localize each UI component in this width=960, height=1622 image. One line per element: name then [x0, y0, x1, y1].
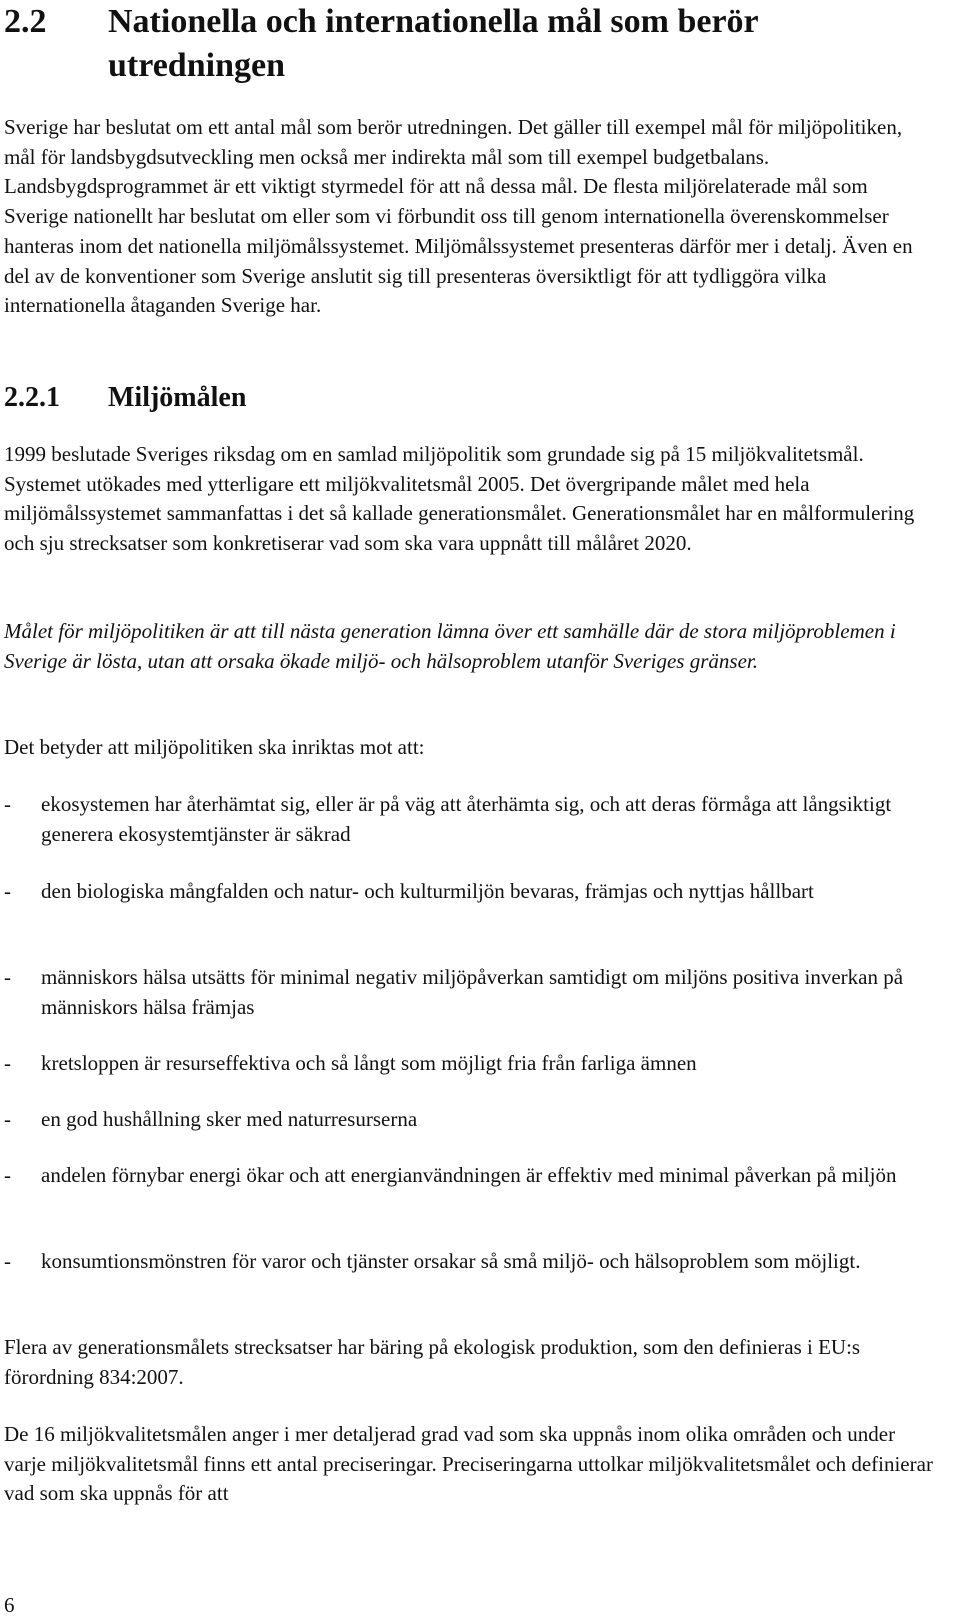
- list-item-text: andelen förnybar energi ökar och att energianvändningen är effektiv med minimal påverkan på miljön: [41, 1163, 897, 1187]
- miljomal-paragraph: 1999 beslutade Sveriges riksdag om en samlad miljöpolitik som grundade sig på 15 miljökvalitetsmål. Systemet utökades med ytterligare ett miljökvalitetsmål 2005. Det övergripande målet med hela miljömålssystemet sammanfattas i det så kallade generationsmålet. Generationsmålet har en målformulering och sju strecksatser som konkretiserar vad som ska vara uppnått till målåret 2020.: [4, 442, 915, 556]
- generation-goal-quote: Målet för miljöpolitiken är att till nästa generation lämna över ett samhälle där de stora miljöproblemen i Sverige är lösta, utan att orsaka ökade miljö- och hälsoproblem utanför Sveriges gränser.: [4, 619, 896, 673]
- list-item-text: en god hushållning sker med naturresurserna: [41, 1107, 418, 1131]
- eco-production-paragraph: Flera av generationsmålets strecksatser har bäring på ekologisk produktion, som den definieras i EU:s förordning 834:2007.: [4, 1335, 861, 1389]
- list-item: [4, 1105, 934, 1135]
- subsection-title: Miljömålen: [108, 382, 247, 413]
- section-number: 2.2: [4, 3, 47, 40]
- list-item: [4, 877, 934, 907]
- section-intro-paragraph: Sverige har beslutat om ett antal mål som berör utredningen. Det gäller till exempel mål för miljöpolitiken, mål för landsbygdsutveckling men också mer indirekta mål som till exempel budgetbalans. Landsbygdsprogrammet är ett viktigt styrmedel för att nå dessa mål. De flesta miljörelaterade mål som Sverige nationellt har beslutat om eller som vi förbundit oss till genom internationella överenskommelser hanteras inom det nationella miljömålssystemet. Miljömålssystemet presenteras därför mer i detalj. Även en del av de konventioner som Sverige anslutit sig till presenteras översiktligt för att tydliggöra vilka internationella åtaganden Sverige har.: [4, 115, 913, 318]
- list-dash: -: [4, 879, 11, 903]
- list-dash: -: [4, 1107, 11, 1131]
- list-item-text: den biologiska mångfalden och natur- och kulturmiljön bevaras, främjas och nyttjas hållbart: [41, 879, 814, 903]
- list-dash: -: [4, 1249, 11, 1273]
- subsection-number: 2.2.1: [4, 382, 60, 413]
- list-item: [4, 1161, 934, 1191]
- section-heading: [4, 0, 934, 88]
- list-item-text: ekosystemen har återhämtat sig, eller är på väg att återhämta sig, och att deras förmåga att långsiktigt generera ekosystemtjänster är säkrad: [41, 792, 892, 846]
- lead-in-paragraph: Det betyder att miljöpolitiken ska inriktas mot att:: [4, 735, 425, 759]
- list-item: [4, 790, 934, 849]
- list-item-text: människors hälsa utsätts för minimal negativ miljöpåverkan samtidigt om miljöns positiva inverkan på människors hälsa främjas: [41, 965, 904, 1019]
- list-dash: -: [4, 1051, 11, 1075]
- section-title: Nationella och internationella mål som berör utredningen: [108, 3, 759, 84]
- page-number: 6: [4, 1593, 15, 1617]
- subsection-heading: [4, 380, 904, 416]
- quality-goals-paragraph: De 16 miljökvalitetsmålen anger i mer detaljerad grad vad som ska uppnås inom olika områden och under varje miljökvalitetsmål finns ett antal preciseringar. Preciseringarna uttolkar miljökvalitetsmålet och definierar vad som ska uppnås för att: [4, 1422, 933, 1506]
- list-item: [4, 1049, 934, 1079]
- list-dash: -: [4, 965, 11, 989]
- list-item: [4, 963, 934, 1022]
- list-dash: -: [4, 1163, 11, 1187]
- list-item: [4, 1247, 934, 1277]
- list-dash: -: [4, 792, 11, 816]
- list-item-text: kretsloppen är resurseffektiva och så långt som möjligt fria från farliga ämnen: [41, 1051, 697, 1075]
- list-item-text: konsumtionsmönstren för varor och tjänster orsakar så små miljö- och hälsoproblem som möjligt.: [41, 1249, 861, 1273]
